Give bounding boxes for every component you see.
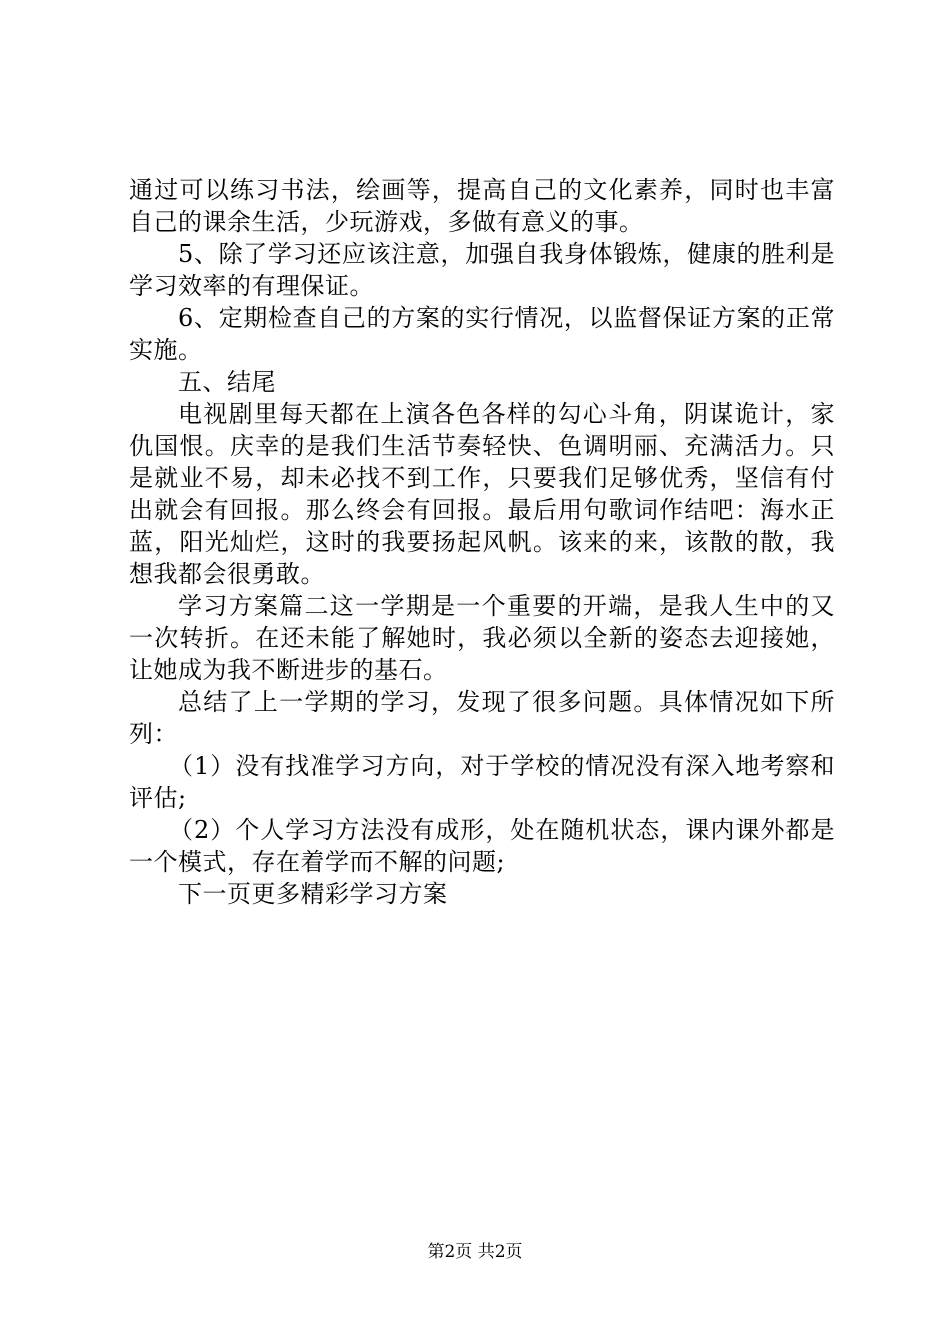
list-item-1: （1）没有找准学习方向，对于学校的情况没有深入地考察和评估; <box>129 752 835 812</box>
paragraph-item-6: 6、定期检查自己的方案的实行情况，以监督保证方案的正常实施。 <box>129 304 835 364</box>
paragraph-ending: 电视剧里每天都在上演各色各样的勾心斗角，阴谋诡计，家仇国恨。庆幸的是我们生活节奏轻快、色调明丽、充满活力。只是就业不易，却未必找不到工作，只要我们足够优秀，坚信有付出就会有回报。那么终会有回报。最后用句歌词作结吧：海水正蓝，阳光灿烂，这时的我要扬起风帆。该来的来，该散的散，我想我都会很勇敢。 <box>129 400 835 588</box>
paragraph-summary: 总结了上一学期的学习，发现了很多问题。具体情况如下所列： <box>129 688 835 748</box>
paragraph-plan-two: 学习方案篇二这一学期是一个重要的开端，是我人生中的又一次转折。在还未能了解她时，我必须以全新的姿态去迎接她，让她成为我不断进步的基石。 <box>129 592 835 684</box>
section-heading-ending: 五、结尾 <box>178 368 276 396</box>
next-page-link[interactable]: 下一页更多精彩学习方案 <box>178 880 448 908</box>
list-item-2: （2）个人学习方法没有成形，处在随机状态，课内课外都是一个模式，存在着学而不解的问题; <box>129 816 835 876</box>
page-footer: 第2页 共2页 <box>427 1242 523 1262</box>
paragraph-item-5: 5、除了学习还应该注意，加强自我身体锻炼，健康的胜利是学习效率的有理保证。 <box>129 240 835 300</box>
paragraph-hobbies: 通过可以练习书法，绘画等，提高自己的文化素养，同时也丰富自己的课余生活，少玩游戏，多做有意义的事。 <box>129 176 835 236</box>
document-body <box>129 174 835 910</box>
